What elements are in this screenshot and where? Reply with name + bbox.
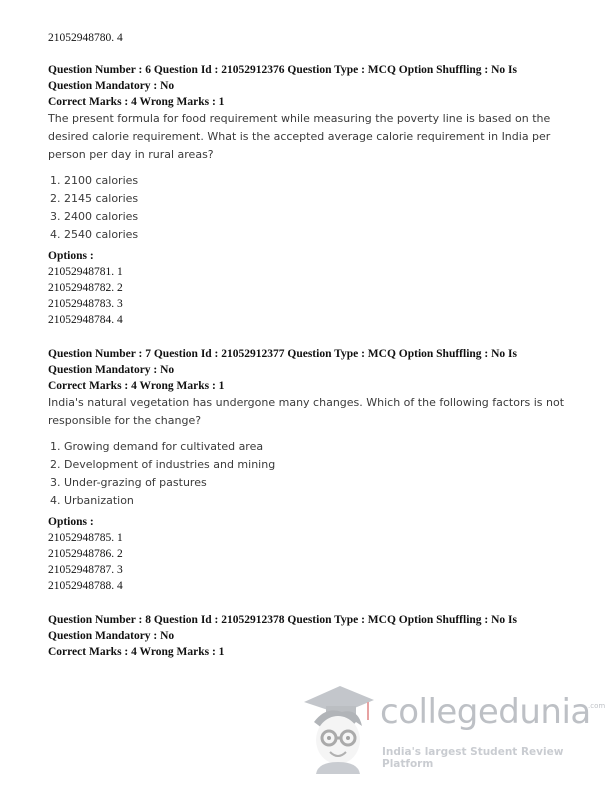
watermark-tagline: India's largest Student Review Platform <box>382 746 564 770</box>
choice-item: 4. Urbanization <box>50 494 134 507</box>
option-id: 21052948783. 3 <box>48 298 123 310</box>
option-id: 21052948785. 1 <box>48 532 123 544</box>
choice-item: 3. Under-grazing of pastures <box>50 476 207 489</box>
question-marks: Correct Marks : 4 Wrong Marks : 1 <box>48 96 225 108</box>
question-mandatory: Question Mandatory : No <box>48 630 175 642</box>
question-marks: Correct Marks : 4 Wrong Marks : 1 <box>48 646 225 658</box>
option-id: 21052948788. 4 <box>48 580 123 592</box>
mascot-icon <box>296 682 376 774</box>
question-block-7 <box>48 346 568 594</box>
question-header: Question Number : 6 Question Id : 21052912376 Question Type : MCQ Option Shuffling : No Is <box>48 64 518 76</box>
document-page <box>48 0 568 660</box>
choice-item: 4. 2540 calories <box>50 228 139 241</box>
options-label: Options : <box>48 250 94 262</box>
choice-list <box>50 172 568 244</box>
option-id: 21052948787. 3 <box>48 564 123 576</box>
question-mandatory: Question Mandatory : No <box>48 80 175 92</box>
choice-item: 2. Development of industries and mining <box>50 458 276 471</box>
previous-option-line: 21052948780. 4 <box>48 32 123 44</box>
option-id: 21052948782. 2 <box>48 282 123 294</box>
choice-item: 1. 2100 calories <box>50 174 139 187</box>
question-text: India's natural vegetation has undergone many changes. Which of the following factors is not responsible for the change? <box>48 396 565 427</box>
question-header: Question Number : 7 Question Id : 21052912377 Question Type : MCQ Option Shuffling : No Is <box>48 348 518 360</box>
watermark-tld: .com <box>588 702 606 710</box>
collegedunia-watermark <box>296 682 606 774</box>
question-header: Question Number : 8 Question Id : 21052912378 Question Type : MCQ Option Shuffling : No Is <box>48 614 518 626</box>
question-block-8 <box>48 612 568 660</box>
choice-item: 2. 2145 calories <box>50 192 139 205</box>
watermark-brand: collegedunia <box>380 692 591 732</box>
choice-item: 1. Growing demand for cultivated area <box>50 440 264 453</box>
choice-list <box>50 438 568 510</box>
question-text: The present formula for food requirement while measuring the poverty line is based on the desired calorie requirement. What is the accepted average calorie requirement in India per person per day in rural areas? <box>48 112 551 161</box>
question-mandatory: Question Mandatory : No <box>48 364 175 376</box>
question-marks: Correct Marks : 4 Wrong Marks : 1 <box>48 380 225 392</box>
option-id: 21052948784. 4 <box>48 314 123 326</box>
option-id: 21052948781. 1 <box>48 266 123 278</box>
option-id: 21052948786. 2 <box>48 548 123 560</box>
question-block-6 <box>48 62 568 328</box>
options-label: Options : <box>48 516 94 528</box>
choice-item: 3. 2400 calories <box>50 210 139 223</box>
